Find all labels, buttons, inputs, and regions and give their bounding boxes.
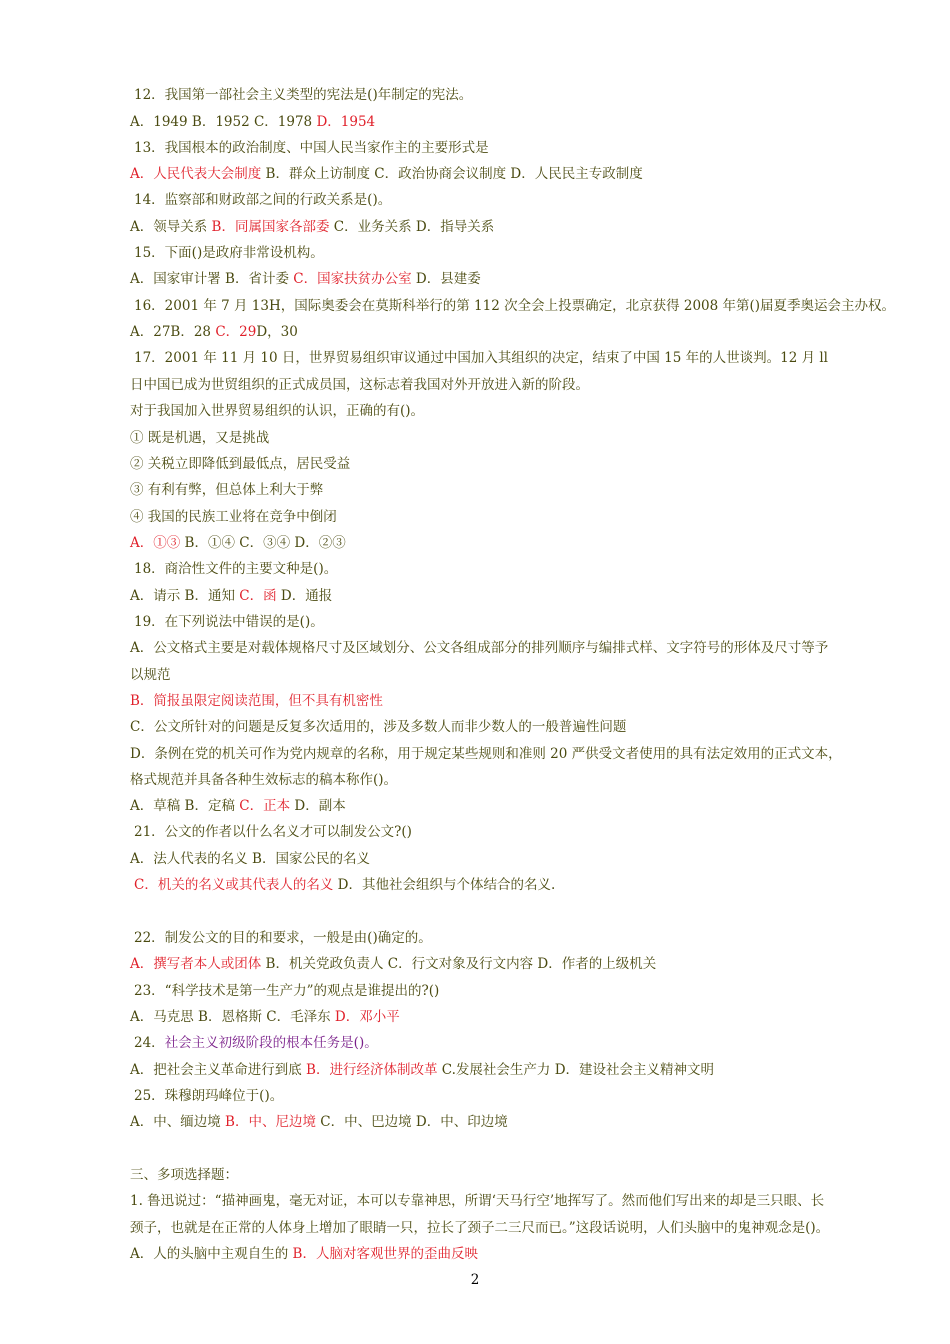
question-text: 以规范 bbox=[130, 667, 171, 683]
question-text: 14．监察部和财政部之间的行政关系是()。 bbox=[134, 192, 392, 208]
text-line bbox=[130, 1061, 714, 1079]
question-text: C.发展社会生产力 D．建设社会主义精神文明 bbox=[441, 1062, 715, 1078]
text-line bbox=[130, 113, 375, 131]
question-text: A．草稿 B．定稿 bbox=[130, 798, 240, 814]
question-text: D．副本 bbox=[294, 798, 346, 814]
answer-text: C．函 bbox=[239, 588, 281, 604]
question-text: D．县建委 bbox=[415, 271, 481, 287]
question-text: A．27B．28 bbox=[130, 324, 216, 340]
question-text: D．条例在党的机关可作为党内规章的名称，用于规定某些规则和准则 20 严供受文者使用的具有法定效用的正式文本， bbox=[130, 746, 842, 762]
question-text: C．中、巴边境 D．中、印边境 bbox=[320, 1114, 508, 1130]
answer-text: B．简报虽限定阅读范围，但不具有机密性 bbox=[130, 693, 383, 709]
question-text: 12．我国第一部社会主义类型的宪法是()年制定的宪法。 bbox=[134, 87, 473, 103]
text-line bbox=[130, 745, 842, 763]
page-number: 2 bbox=[470, 1272, 480, 1288]
question-text: 对于我国加入世界贸易组织的认识，正确的有()。 bbox=[130, 403, 425, 419]
question-text: ④ 我国的民族工业将在竞争中倒闭 bbox=[130, 509, 337, 525]
question-text: 1. 鲁迅说过：“描神画鬼，毫无对证，本可以专靠神思，所谓‘天马行空’地挥写了。然而他们写出来的却是三只眼、长 bbox=[130, 1193, 825, 1209]
text-line bbox=[134, 929, 432, 947]
question-text: D．其他社会组织与个体结合的名义. bbox=[337, 877, 556, 893]
text-line bbox=[130, 1166, 238, 1184]
question-text: B．①④ C．③④ D．②③ bbox=[184, 535, 346, 551]
question-text: A．1949 B．1952 C．1978 bbox=[130, 114, 317, 130]
text-line bbox=[134, 297, 895, 315]
question-text: 18．商洽性文件的主要文种是()。 bbox=[134, 561, 338, 577]
text-line bbox=[134, 613, 324, 631]
question-text: A．国家审计署 B．省计委 bbox=[130, 271, 294, 287]
answer-text: C．29 bbox=[215, 324, 257, 340]
question-text: A．把社会主义革命进行到底 bbox=[130, 1062, 307, 1078]
answer-text: B．人脑对客观世界的歪曲反映 bbox=[292, 1246, 478, 1262]
text-line bbox=[134, 982, 439, 1000]
question-text: 三、多项选择题： bbox=[130, 1167, 238, 1183]
question-text: A．领导关系 bbox=[130, 219, 212, 235]
text-line bbox=[130, 270, 481, 288]
text-line bbox=[130, 718, 626, 736]
text-line bbox=[130, 1008, 400, 1026]
text-line bbox=[134, 349, 828, 367]
text-line bbox=[134, 1087, 283, 1105]
question-text: 格式规范并具备各种生效标志的稿本称作()。 bbox=[130, 772, 398, 788]
text-line bbox=[130, 481, 323, 499]
question-text: C．业务关系 D．指导关系 bbox=[333, 219, 495, 235]
question-text: B．机关党政负责人 C．行文对象及行文内容 D．作者的上级机关 bbox=[265, 956, 657, 972]
answer-text: B．中、尼边境 bbox=[225, 1114, 321, 1130]
text-line bbox=[130, 218, 494, 236]
question-text: ① 既是机遇，又是挑战 bbox=[130, 430, 270, 446]
question-text: 15．下面()是政府非常设机构。 bbox=[134, 245, 324, 261]
question-text: A．马克思 B．恩格斯 C．毛泽东 bbox=[130, 1009, 335, 1025]
question-text: 23．“科学技术是第一生产力”的观点是谁提出的?() bbox=[134, 983, 440, 999]
question-text: 13．我国根本的政治制度、中国人民当家作主的主要形式是 bbox=[134, 140, 489, 156]
question-text: A．请示 B．通知 bbox=[130, 588, 240, 604]
text-line bbox=[134, 1034, 378, 1052]
text-line bbox=[130, 165, 643, 183]
answer-text: C．机关的名义或其代表人的名义 bbox=[134, 877, 338, 893]
answer-text: A．①③ bbox=[130, 535, 185, 551]
text-line bbox=[130, 639, 828, 657]
text-line bbox=[134, 560, 337, 578]
question-text: D．通报 bbox=[280, 588, 333, 604]
question-text: C．公文所针对的问题是反复多次适用的，涉及多数人而非少数人的一般普遍性问题 bbox=[130, 719, 627, 735]
question-text: 19．在下列说法中错误的是()。 bbox=[134, 614, 324, 630]
text-line bbox=[134, 244, 324, 262]
text-line bbox=[130, 850, 370, 868]
question-text: A．法人代表的名义 B．国家公民的名义 bbox=[130, 851, 370, 867]
answer-text: A．撰写者本人或团体 bbox=[130, 956, 266, 972]
question-text: 16．2001 年 7 月 13H，国际奥委会在莫斯科举行的第 112 次全会上投票确定，北京获得 2008 年第()届夏季奥运会主办权。 bbox=[134, 298, 896, 314]
text-line bbox=[130, 692, 383, 710]
answer-text: C．正本 bbox=[239, 798, 295, 814]
text-line bbox=[134, 876, 555, 894]
answer-text: D．邓小平 bbox=[334, 1009, 400, 1025]
text-line bbox=[134, 191, 391, 209]
text-line bbox=[134, 86, 472, 104]
text-line bbox=[130, 955, 656, 973]
text-line bbox=[130, 376, 589, 394]
text-line bbox=[130, 771, 397, 789]
question-text: A．公文格式主要是对载体规格尺寸及区域划分、公文各组成部分的排列顺序与编排式样、文字符号的形体及尺寸等予 bbox=[130, 640, 829, 656]
answer-text: C．国家扶贫办公室 bbox=[293, 271, 416, 287]
question-text: 22．制发公文的目的和要求，一般是由()确定的。 bbox=[134, 930, 432, 946]
question-text: A．人的头脑中主观自生的 bbox=[130, 1246, 293, 1262]
question-text: D，30 bbox=[256, 324, 298, 340]
text-line bbox=[130, 402, 424, 420]
text-line bbox=[130, 797, 346, 815]
text-line bbox=[130, 455, 350, 473]
text-line bbox=[130, 587, 332, 605]
text-line bbox=[130, 534, 346, 552]
text-line bbox=[134, 139, 489, 157]
question-text: 25．珠穆朗玛峰位于()。 bbox=[134, 1088, 284, 1104]
answer-text: B．同属国家各部委 bbox=[211, 219, 334, 235]
highlight-text: 社会主义初级阶段的根本任务是()。 bbox=[164, 1035, 378, 1051]
question-text: ② 关税立即降低到最低点，居民受益 bbox=[130, 456, 351, 472]
question-text: 24． bbox=[134, 1035, 165, 1051]
question-text: 21．公文的作者以什么名义才可以制发公文?() bbox=[134, 824, 412, 840]
question-text: 17．2001 年 11 月 10 日，世界贸易组织审议通过中国加入其组织的决定，结束了中国 15 年的人世谈判。12 月 ll bbox=[134, 350, 829, 366]
text-line bbox=[130, 1192, 824, 1210]
text-line bbox=[130, 429, 269, 447]
text-line bbox=[130, 508, 337, 526]
text-line bbox=[130, 323, 298, 341]
answer-text: D．1954 bbox=[316, 114, 376, 130]
text-line bbox=[130, 1219, 829, 1237]
question-text: 颈子，也就是在正常的人体身上增加了眼睛一只，拉长了颈子二三尺而已。”这段话说明，人们头脑中的鬼神观念是()。 bbox=[130, 1220, 830, 1236]
question-text: B．群众上访制度 C．政治协商会议制度 D．人民民主专政制度 bbox=[265, 166, 643, 182]
question-text: ③ 有利有弊，但总体上利大于弊 bbox=[130, 482, 324, 498]
question-text: 日中国已成为世贸组织的正式成员国，这标志着我国对外开放进入新的阶段。 bbox=[130, 377, 589, 393]
question-text: A．中、缅边境 bbox=[130, 1114, 226, 1130]
answer-text: A．人民代表大会制度 bbox=[130, 166, 266, 182]
answer-text: B．进行经济体制改革 bbox=[306, 1062, 442, 1078]
text-line bbox=[130, 1113, 508, 1131]
text-line bbox=[130, 1245, 478, 1263]
text-line bbox=[134, 823, 412, 841]
text-line bbox=[130, 666, 171, 684]
